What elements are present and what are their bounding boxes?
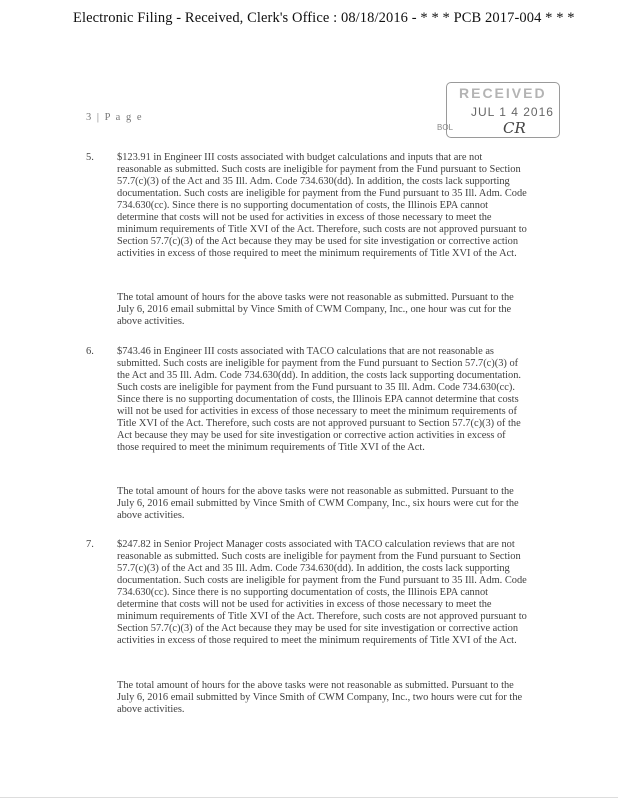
stamp-code: BOL [437,123,454,132]
page-bottom-rule [0,797,618,798]
stamp-initials: CR [503,119,526,137]
item-paragraph: $123.91 in Engineer III costs associated with budget calculations and inputs that are not reasonable as submitted. Such costs are ineligible for payment from the Fund pursuant to Section 57.7(c)(3) of the Act and 35 Ill. Adm. Code 734.630(dd). In addition, the costs lack supporting documentation. Such costs are ineligible for payment from the Fund pursuant to 35 Ill. Adm. Code 734.630(cc). Since there is no supporting documentation of costs, the Illinois EPA cannot determine that costs will not be used for activities in excess of those necessary to meet the minimum requirements of Title XVI of the Act. Therefore, such costs are not approved pursuant to Section 57.7(c)(3) of the Act because they may be used for site investigation or corrective action activities in excess of those required to meet the minimum requirements of Title XVI of the Act. [117,152,527,260]
item-number: 6. [86,346,94,357]
received-stamp [437,82,560,138]
filing-header: Electronic Filing - Received, Clerk's Office : 08/18/2016 - * * * PCB 2017-004 * * * [73,10,575,26]
item-paragraph: The total amount of hours for the above tasks were not reasonable as submitted. Pursuant to the July 6, 2016 email submitted by Vince Smith of CWM Company, Inc., two hours were cut for the above activities. [117,680,523,716]
item-paragraph: The total amount of hours for the above tasks were not reasonable as submitted. Pursuant to the July 6, 2016 email submittal by Vince Smith of CWM Company, Inc., one hour was cut for the above activities. [117,292,514,328]
item-number: 5. [86,152,94,163]
item-paragraph: The total amount of hours for the above tasks were not reasonable as submitted. Pursuant to the July 6, 2016 email submitted by Vince Smith of CWM Company, Inc., six hours were cut for the above activities. [117,486,519,522]
item-paragraph: $247.82 in Senior Project Manager costs associated with TACO calculation reviews that are not reasonable as submitted. Such costs are ineligible for payment from the Fund pursuant to Section 57.7(c)(3) of the Act and 35 Ill. Adm. Code 734.630(dd). In addition, the costs lack supporting documentation. Such costs are ineligible for payment from the Fund pursuant to 35 Ill. Adm. Code 734.630(cc). Since there is no supporting documentation of costs, the Illinois EPA cannot determine that costs will not be used for activities in excess of those necessary to meet the minimum requirements of Title XVI of the Act. Therefore, such costs are not approved pursuant to Section 57.7(c)(3) of the Act because they may be used for site investigation or corrective action activities in excess of those required to meet the minimum requirements of Title XVI of the Act. [117,539,527,647]
stamp-title: RECEIVED [459,85,547,101]
stamp-date: JUL 1 4 2016 [471,105,554,119]
item-number: 7. [86,539,94,550]
page-label: 3 | P a g e [86,112,143,123]
item-paragraph: $743.46 in Engineer III costs associated with TACO calculations that are not reasonable as submitted. Such costs are ineligible for payment from the Fund pursuant to Section 57.7(c)(3) of the Act and 35 Ill. Adm. Code 734.630(dd). In addition, the costs lack supporting documentation. Such costs are ineligible for payment from the Fund pursuant to 35 Ill. Adm. Code 734.630(cc). Since there is no supporting documentation of costs, the Illinois EPA cannot determine that costs will not be used for activities in excess of those necessary to meet the minimum requirements of Title XVI of the Act. Therefore, such costs are not approved pursuant to Section 57.7(c)(3) of the Act because they may be used for site investigation or corrective action activities in excess of those required to meet the minimum requirements of Title XVI of the Act. [117,346,522,454]
